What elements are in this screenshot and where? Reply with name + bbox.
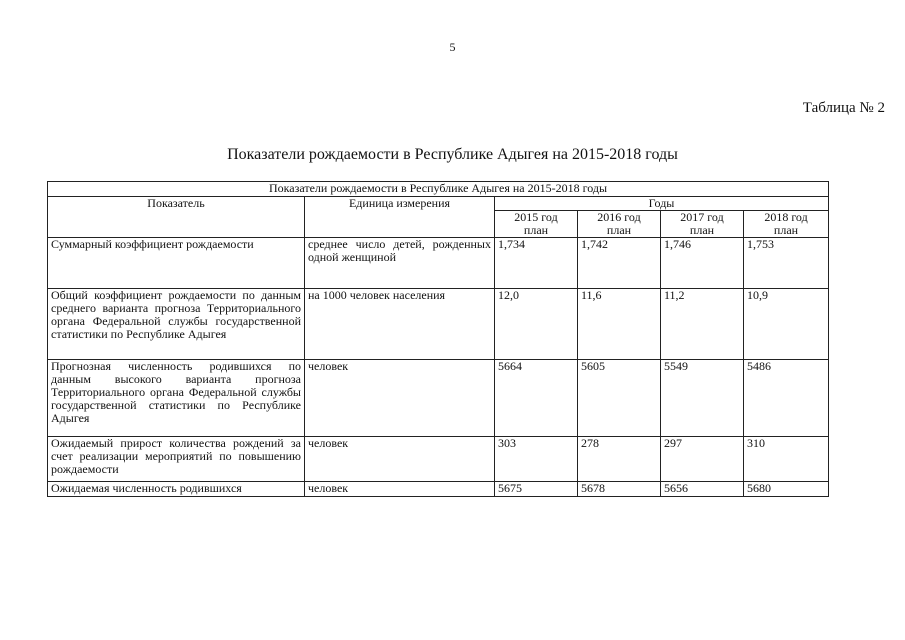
table-row: [48, 482, 829, 497]
header-year-2016: 2016 год план: [578, 211, 661, 238]
row-value-2015: 5675: [495, 482, 578, 497]
row-value-2015: 1,734: [495, 238, 578, 289]
header-indicator: Показатель: [48, 197, 305, 238]
table-row: [48, 289, 829, 360]
birth-rate-table: [47, 181, 829, 497]
header-year-2018: 2018 год план: [744, 211, 829, 238]
row-indicator: Ожидаемая численность родившихся: [48, 482, 305, 497]
row-unit: человек: [305, 437, 495, 482]
table-caption: Показатели рождаемости в Республике Адыгея на 2015-2018 годы: [48, 182, 829, 197]
row-value-2016: 5605: [578, 360, 661, 437]
row-value-2016: 11,6: [578, 289, 661, 360]
row-value-2017: 5549: [661, 360, 744, 437]
page-number: 5: [449, 40, 456, 54]
row-value-2017: 297: [661, 437, 744, 482]
table-row: [48, 238, 829, 289]
row-value-2018: 310: [744, 437, 829, 482]
row-value-2017: 11,2: [661, 289, 744, 360]
row-value-2016: 5678: [578, 482, 661, 497]
row-value-2018: 5680: [744, 482, 829, 497]
row-indicator: Суммарный коэффициент рождаемости: [48, 238, 305, 289]
row-indicator: Ожидаемый прирост количества рождений за счет реализации мероприятий по повышению рождаемости: [48, 437, 305, 482]
row-unit: человек: [305, 360, 495, 437]
header-year-2015: 2015 год план: [495, 211, 578, 238]
row-value-2016: 1,742: [578, 238, 661, 289]
table-number-label: Таблица № 2: [802, 100, 885, 116]
row-value-2017: 5656: [661, 482, 744, 497]
row-unit: на 1000 человек населения: [305, 289, 495, 360]
row-value-2017: 1,746: [661, 238, 744, 289]
row-value-2018: 1,753: [744, 238, 829, 289]
row-value-2015: 303: [495, 437, 578, 482]
table-row: [48, 360, 829, 437]
header-year-2017: 2017 год план: [661, 211, 744, 238]
row-value-2018: 10,9: [744, 289, 829, 360]
header-years: Годы: [495, 197, 829, 211]
row-unit: человек: [305, 482, 495, 497]
row-indicator: Общий коэффициент рождаемости по данным среднего варианта прогноза Территориального органа Федеральной службы государственной статистики по Республике Адыгея: [48, 289, 305, 360]
header-unit: Единица измерения: [305, 197, 495, 238]
row-value-2018: 5486: [744, 360, 829, 437]
table-row: [48, 437, 829, 482]
document-title: Показатели рождаемости в Республике Адыгея на 2015-2018 годы: [227, 146, 678, 163]
row-value-2015: 5664: [495, 360, 578, 437]
row-unit: среднее число детей, рожденных одной женщиной: [305, 238, 495, 289]
row-value-2015: 12,0: [495, 289, 578, 360]
row-value-2016: 278: [578, 437, 661, 482]
row-indicator: Прогнозная численность родившихся по данным высокого варианта прогноза Территориального органа Федеральной службы государственной статистики по Республике Адыгея: [48, 360, 305, 437]
